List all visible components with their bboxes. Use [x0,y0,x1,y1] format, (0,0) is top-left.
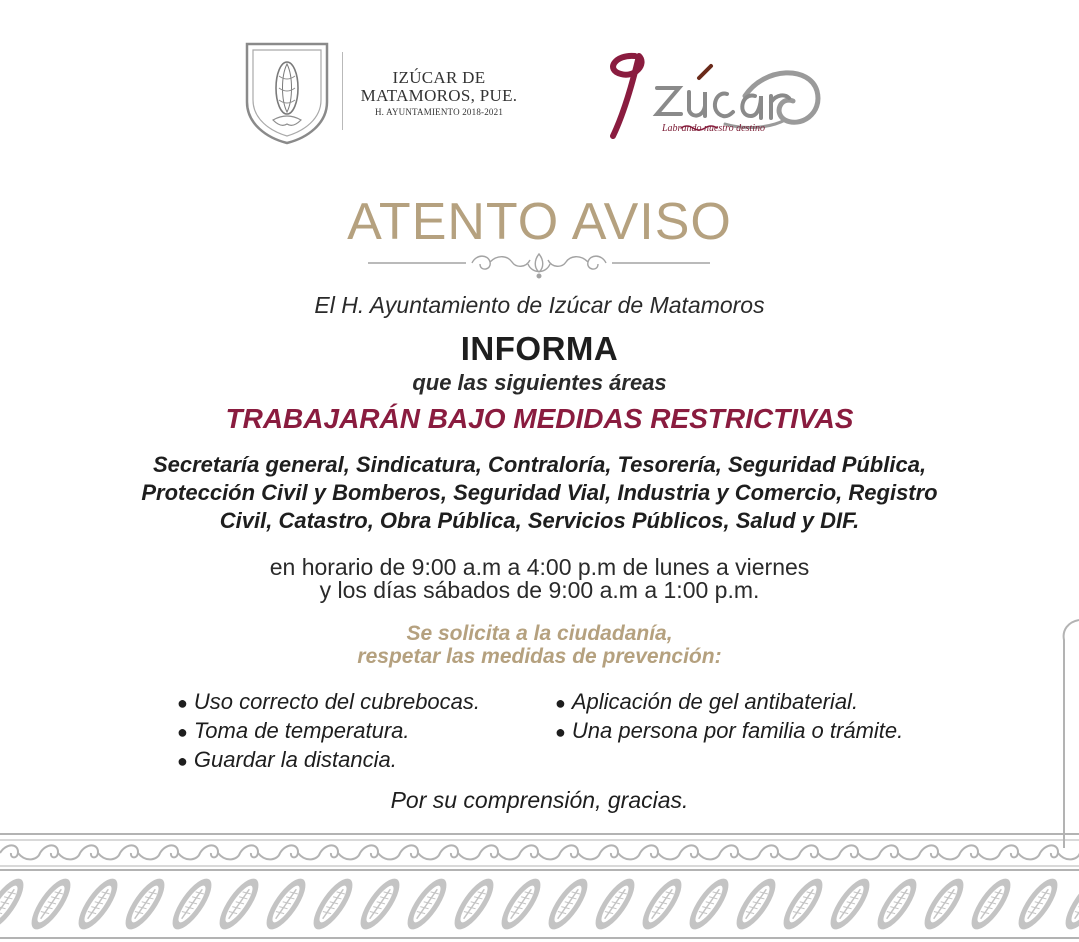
municipality-name-line1: IZÚCAR DE [392,68,486,87]
measure-text: Aplicación de gel antibaterial. [571,689,859,714]
list-item [177,717,480,746]
areas-line: Civil, Catastro, Obra Pública, Servicios Públicos, Salud y DIF. [219,508,860,533]
bullet-icon: ● [555,722,566,742]
notice-intro: El H. Ayuntamiento de Izúcar de Matamoros [314,292,765,318]
areas-list [0,451,1079,535]
measures-list-right [555,688,903,746]
bullet-icon: ● [177,693,188,713]
informa-subheading: que las siguientes áreas [412,370,667,395]
municipal-shield-icon [243,40,331,146]
list-item [555,717,903,746]
list-item [177,746,480,775]
decorative-flourish-divider [368,250,710,280]
notice-title: ATENTO AVISO [347,193,732,251]
list-item [555,688,903,717]
bullet-icon: ● [555,693,566,713]
hours-weekdays: en horario de 9:00 a.m a 4:00 p.m de lunes a viernes [269,554,810,580]
citizen-request [0,622,1079,668]
bullet-icon: ● [177,722,188,742]
municipality-name-line2: MATAMOROS, PUE. [360,86,518,105]
list-item [177,688,480,717]
header-divider [342,52,343,130]
measure-text: Una persona por familia o trámite. [571,718,904,743]
informa-heading: INFORMA [460,330,619,367]
measures-list-left [177,688,480,775]
request-line: Se solicita a la ciudadanía, [406,622,673,645]
measure-text: Toma de temperatura. [193,718,410,743]
brand-slogan: Labrando nuestro destino [662,123,765,134]
closing-thanks: Por su comprensión, gracias. [390,787,689,813]
areas-line: Protección Civil y Bomberos, Seguridad Vial, Industria y Comercio, Registro [141,480,938,505]
decorative-curl-icon [1058,618,1079,848]
hours-saturdays: y los días sábados de 9:00 a.m a 1:00 p.m. [319,577,760,603]
measure-text: Uso correcto del cubrebocas. [193,689,481,714]
measure-text: Guardar la distancia. [193,747,397,772]
request-line: respetar las medidas de prevención: [357,645,722,668]
restrictive-measures-heading: TRABAJARÁN BAJO MEDIDAS RESTRICTIVAS [225,403,854,434]
office-hours [0,556,1079,602]
municipality-administration: H. AYUNTAMIENTO 2018-2021 [374,107,504,117]
areas-line: Secretaría general, Sindicatura, Contraloría, Tesorería, Seguridad Pública, [152,452,927,477]
bullet-icon: ● [177,751,188,771]
footer-pattern-band [0,830,1079,942]
